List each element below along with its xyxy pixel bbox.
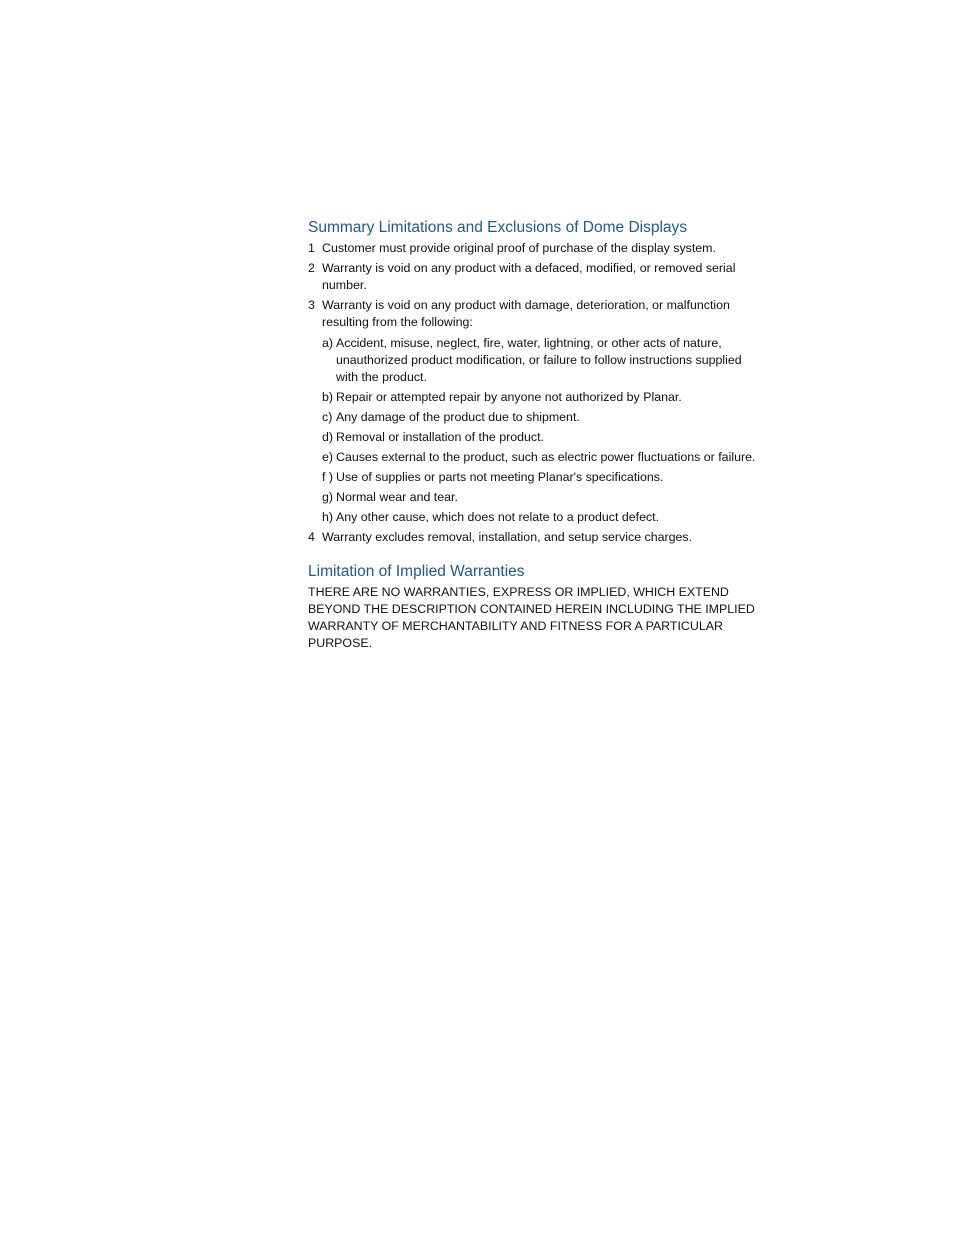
sublist-item (322, 469, 758, 486)
sublist-item (322, 429, 758, 446)
sublist-item-letter: b) (322, 390, 334, 404)
sublist-item-letter: c) (322, 410, 333, 424)
implied-warranties-section (308, 562, 758, 652)
sublist-item-text: Normal wear and tear. (336, 490, 458, 504)
sublist-item (322, 335, 758, 386)
sublist-item (322, 389, 758, 406)
sublist-item-text: Removal or installation of the product. (336, 430, 544, 444)
sublist-item-letter: f ) (322, 470, 334, 484)
sublist-item-text: Any damage of the product due to shipment. (336, 410, 580, 424)
list-item-number: 2 (308, 261, 315, 275)
list-item (308, 529, 758, 546)
sublist-item-text: Any other cause, which does not relate to a product defect. (336, 510, 660, 524)
list-item-text: Warranty excludes removal, installation, and setup service charges. (322, 530, 693, 544)
list-item-number: 4 (308, 530, 315, 544)
list-item-text: Warranty is void on any product with a defaced, modified, or removed serial number. (322, 261, 736, 292)
list-item (308, 240, 758, 257)
sublist-item-letter: e) (322, 450, 334, 464)
sublist-item-letter: h) (322, 510, 334, 524)
sublist-item (322, 489, 758, 506)
list-item-number: 3 (308, 298, 315, 312)
sublist-item-text: Causes external to the product, such as electric power fluctuations or failure. (336, 450, 756, 464)
sublist-item-text: Accident, misuse, neglect, fire, water, lightning, or other acts of nature, unauthorized product modification, or failure to follow instructions supplied with the product. (336, 336, 742, 384)
list-item-text: Customer must provide original proof of purchase of the display system. (322, 241, 716, 255)
sublist-item (322, 509, 758, 526)
sublist-item-letter: d) (322, 430, 334, 444)
sublist-item-text: Use of supplies or parts not meeting Planar's specifications. (336, 470, 664, 484)
summary-list (308, 240, 758, 546)
document-content (308, 218, 758, 652)
summary-heading: Summary Limitations and Exclusions of Dome Displays (308, 219, 688, 236)
damage-causes-sublist (322, 335, 758, 526)
sublist-item-letter: a) (322, 336, 334, 350)
list-item (308, 260, 758, 294)
sublist-item-letter: g) (322, 490, 334, 504)
list-item-number: 1 (308, 241, 315, 255)
list-item (308, 297, 758, 526)
sublist-item (322, 409, 758, 426)
implied-warranties-text: THERE ARE NO WARRANTIES, EXPRESS OR IMPLIED, WHICH EXTEND BEYOND THE DESCRIPTION CONTAINED HEREIN INCLUDING THE IMPLIED WARRANTY OF MERCHANTABILITY AND FITNESS FOR A PARTICULAR PURPOSE. (308, 585, 755, 650)
list-item-text: Warranty is void on any product with damage, deterioration, or malfunction resulting from the following: (322, 298, 730, 329)
implied-warranties-heading: Limitation of Implied Warranties (308, 563, 525, 580)
sublist-item (322, 449, 758, 466)
sublist-item-text: Repair or attempted repair by anyone not authorized by Planar. (336, 390, 682, 404)
